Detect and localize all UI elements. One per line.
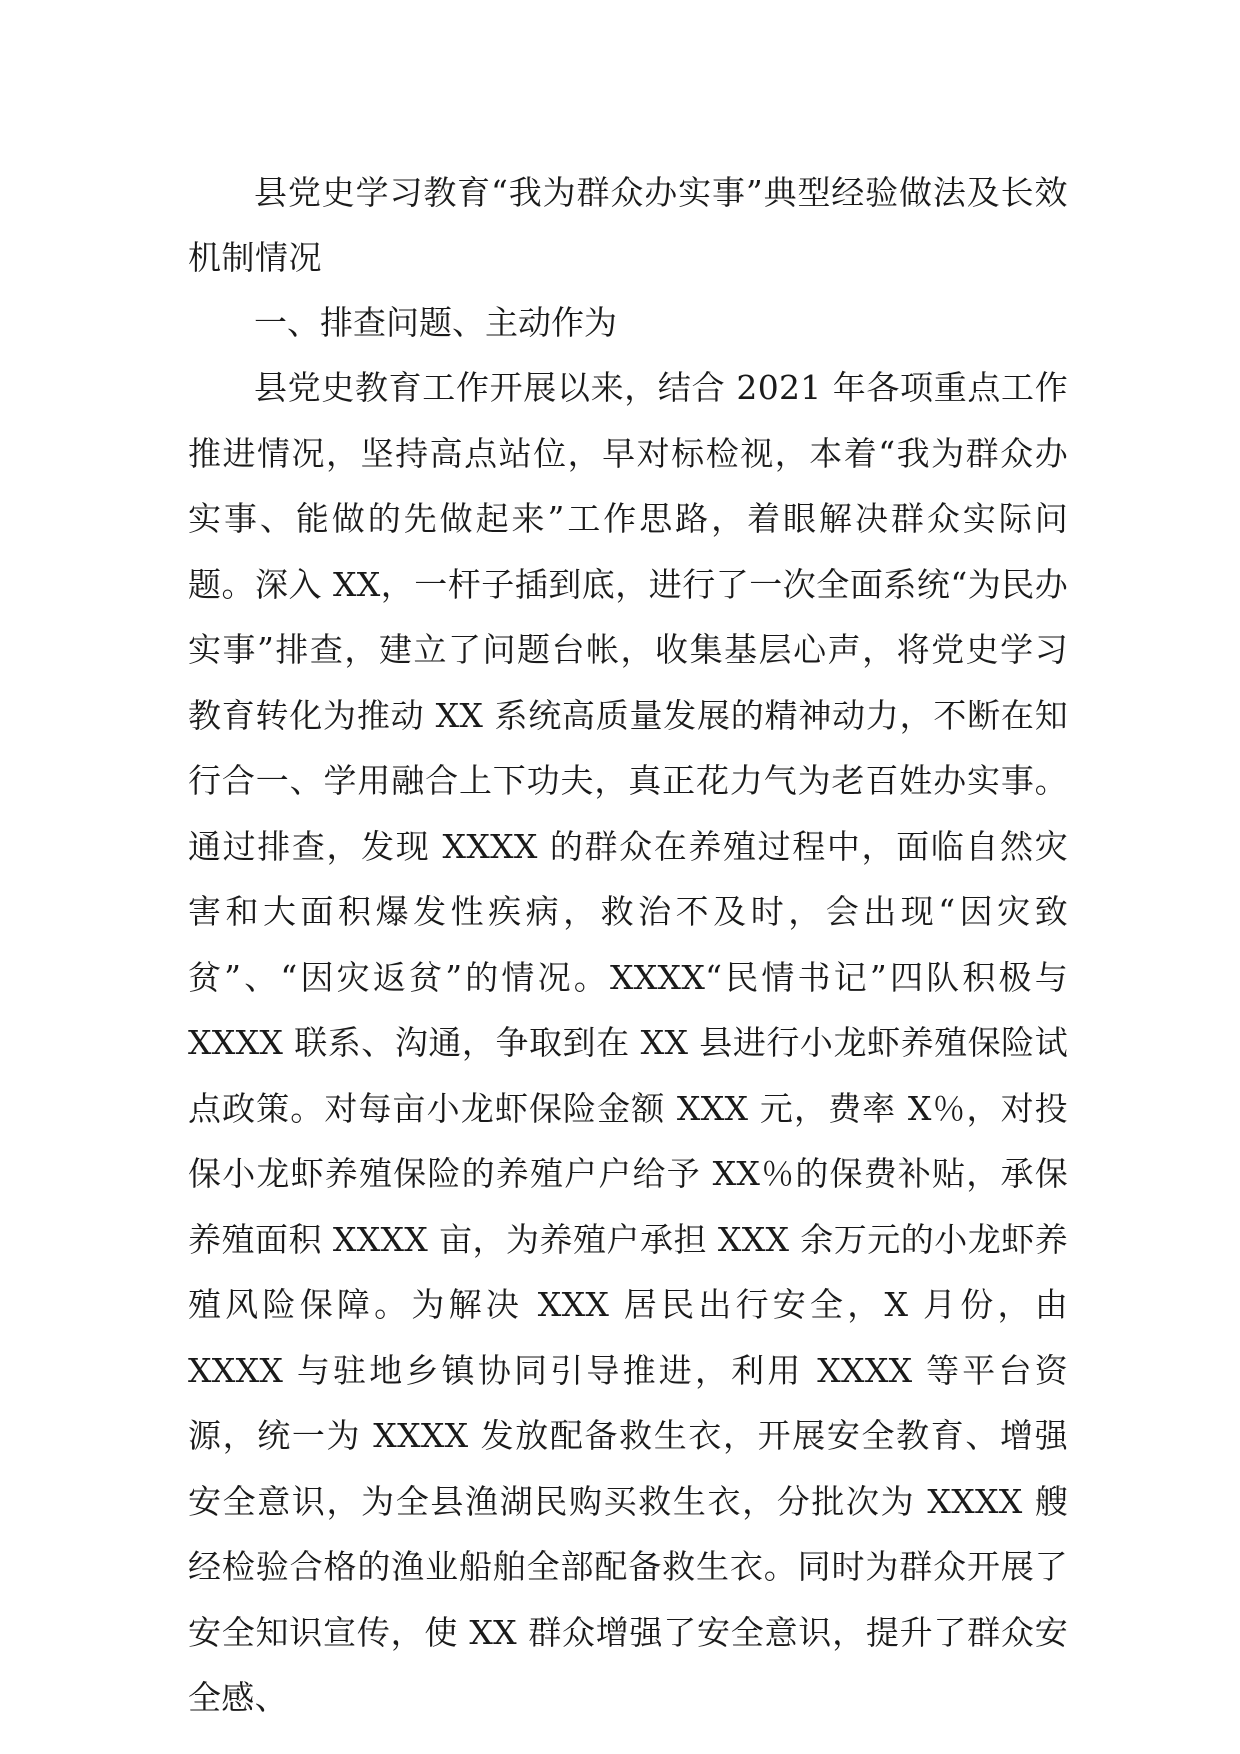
document-body <box>188 160 1068 1731</box>
document-title: 县党史学习教育“我为群众办实事”典型经验做法及长效机制情况 <box>188 173 1068 277</box>
section-heading: 一、排查问题、主动作为 <box>254 303 617 342</box>
body-paragraph: 县党史教育工作开展以来，结合 2021 年各项重点工作推进情况，坚持高点站位，早对标检视，本着“我为群众办实事、能做的先做起来”工作思路，着眼解决群众实际问题。深入 XX，一杆子插到底，进行了一次全面系统“为民办实事”排查，建立了问题台帐，收集基层心声，将党史学习教育转化为推动 XX 系统高质量发展的精神动力，不断在知行合一、学用融合上下功夫，真正花力气为老百姓办实事。通过排查，发现 XXXX 的群众在养殖过程中，面临自然灾害和大面积爆发性疾病，救治不及时，会出现“因灾致贫”、“因灾返贫”的情况。XXXX“民情书记”四队积极与 XXXX 联系、沟通，争取到在 XX 县进行小龙虾养殖保险试点政策。对每亩小龙虾保险金额 XXX 元，费率 X％，对投保小龙虾养殖保险的养殖户户给予 XX％的保费补贴，承保养殖面积 XXXX 亩，为养殖户承担 XXX 余万元的小龙虾养殖风险保障。为解决 XXX 居民出行安全，X 月份，由 XXXX 与驻地乡镇协同引导推进，利用 XXXX 等平台资源，统一为 XXXX 发放配备救生衣，开展安全教育、增强安全意识，为全县渔湖民购买救生衣，分批次为 XXXX 艘经检验合格的渔业船舶全部配备救生衣。同时为群众开展了安全知识宣传，使 XX 群众增强了安全意识，提升了群众安全感、 <box>188 368 1068 1717</box>
